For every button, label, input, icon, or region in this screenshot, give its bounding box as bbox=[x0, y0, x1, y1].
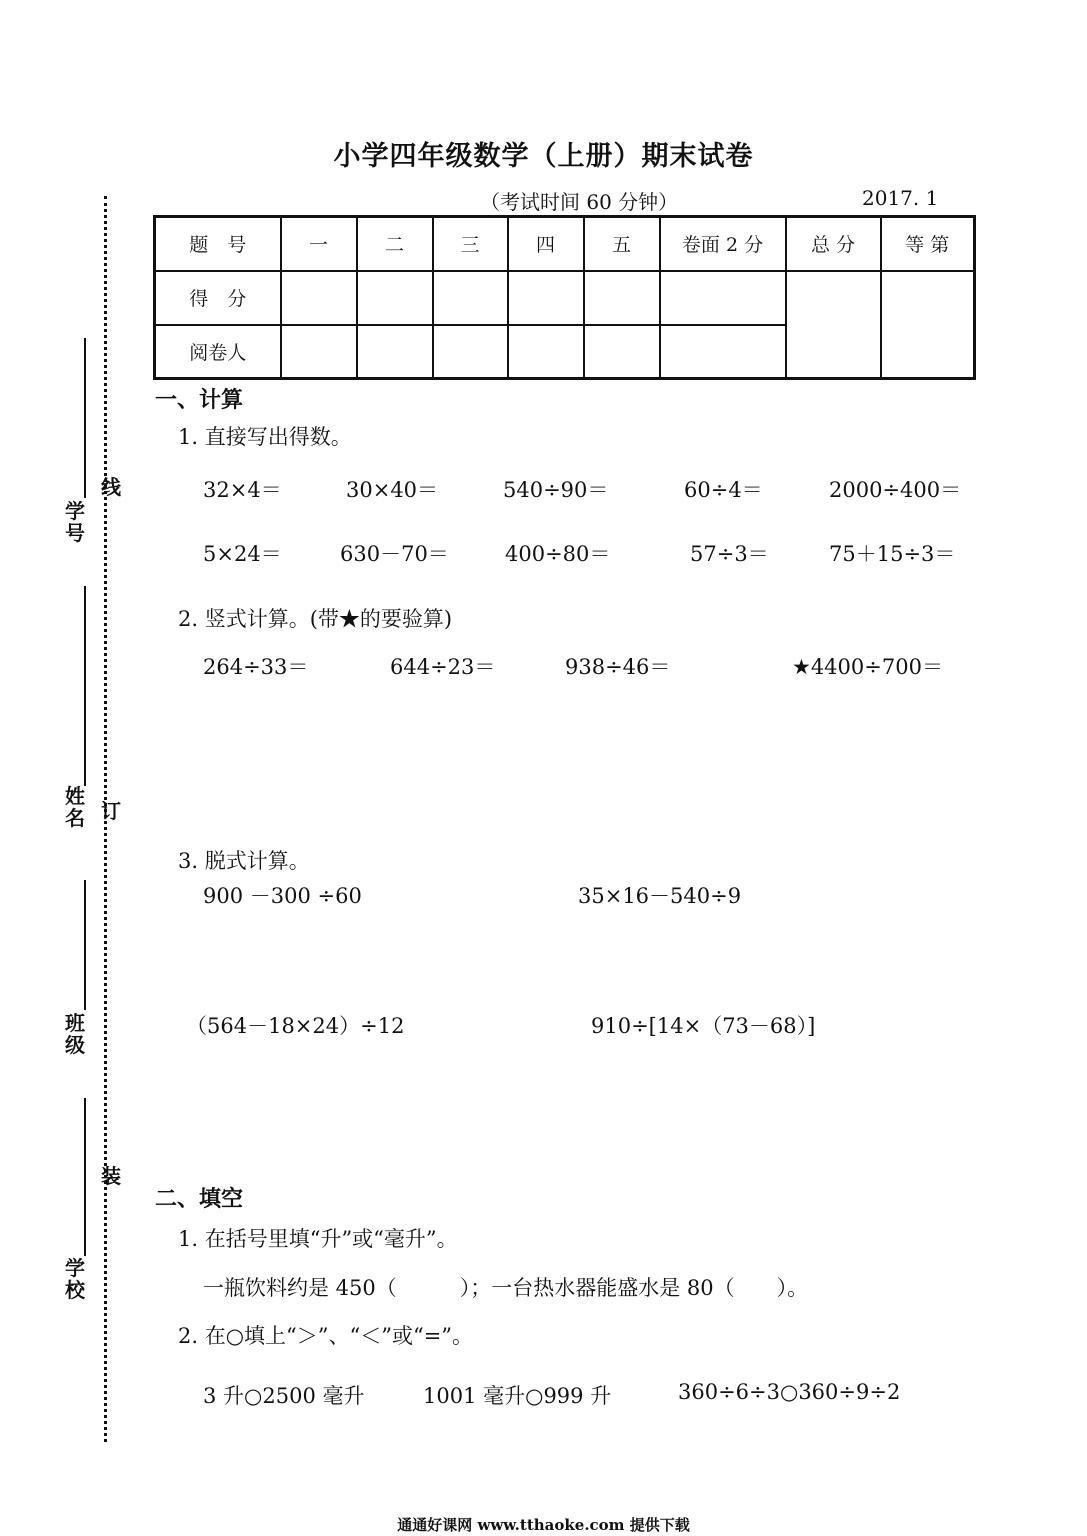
problem-expression: 644÷23＝ bbox=[390, 655, 496, 679]
table-row-label: 得 分 bbox=[155, 271, 281, 325]
grader-cell[interactable] bbox=[357, 325, 433, 379]
score-cell[interactable] bbox=[660, 271, 786, 325]
table-header-cell: 等 第 bbox=[881, 217, 975, 271]
problem-expression: 540÷90＝ bbox=[503, 478, 609, 502]
fill-in-sentence: 一瓶饮料约是 450（ ）；一台热水器能盛水是 80（ ）。 bbox=[203, 1276, 809, 1300]
question-title: 1. 直接写出得数。 bbox=[178, 425, 352, 449]
problem-expression: 2000÷400＝ bbox=[829, 478, 962, 502]
comparison-expression: 1001 毫升○999 升 bbox=[423, 1384, 612, 1408]
comparison-expression: 360÷6÷3○360÷9÷2 bbox=[678, 1380, 901, 1404]
table-header-cell: 题 号 bbox=[155, 217, 281, 271]
table-row-label: 阅卷人 bbox=[155, 325, 281, 379]
table-header-cell: 三 bbox=[433, 217, 508, 271]
problem-expression: （564－18×24）÷12 bbox=[186, 1014, 405, 1038]
student-id-field[interactable] bbox=[84, 338, 86, 498]
section-title: 一、计算 bbox=[155, 387, 244, 413]
binding-mark-staple: 订 bbox=[101, 799, 121, 823]
total-score-cell[interactable] bbox=[786, 271, 881, 379]
score-cell[interactable] bbox=[584, 271, 660, 325]
grader-cell[interactable] bbox=[660, 325, 786, 379]
score-cell[interactable] bbox=[433, 271, 508, 325]
problem-expression: 75＋15÷3＝ bbox=[829, 542, 956, 566]
problem-expression: 900 －300 ÷60 bbox=[203, 884, 362, 908]
score-cell[interactable] bbox=[508, 271, 584, 325]
table-header-cell: 卷面 2 分 bbox=[660, 217, 786, 271]
exam-duration: （考试时间 60 分钟） bbox=[480, 190, 679, 214]
grader-cell[interactable] bbox=[584, 325, 660, 379]
comparison-expression: 3 升○2500 毫升 bbox=[203, 1384, 365, 1408]
exam-date: 2017. 1 bbox=[862, 186, 939, 210]
question-title: 1. 在括号里填“升”或“毫升”。 bbox=[178, 1227, 458, 1251]
problem-expression: 60÷4＝ bbox=[684, 478, 763, 502]
table-header-cell: 四 bbox=[508, 217, 584, 271]
problem-expression: 910÷[14×（73－68）] bbox=[591, 1014, 816, 1038]
score-table bbox=[153, 215, 976, 380]
table-header-cell: 二 bbox=[357, 217, 433, 271]
table-row bbox=[155, 271, 975, 325]
student-name-label: 姓名 bbox=[65, 784, 85, 830]
problem-expression: 400÷80＝ bbox=[505, 542, 611, 566]
problem-expression: 938÷46＝ bbox=[565, 655, 671, 679]
question-title: 2. 在○填上“＞”、“＜”或“=”。 bbox=[178, 1324, 474, 1348]
class-label: 班级 bbox=[65, 1011, 85, 1057]
question-title: 3. 脱式计算。 bbox=[178, 849, 310, 873]
table-header-cell: 一 bbox=[281, 217, 357, 271]
problem-expression: 264÷33＝ bbox=[203, 655, 309, 679]
problem-expression: 630－70＝ bbox=[340, 542, 449, 566]
problem-expression: 30×40＝ bbox=[346, 478, 439, 502]
binding-mark-line: 线 bbox=[101, 475, 121, 499]
table-header-cell: 五 bbox=[584, 217, 660, 271]
grader-cell[interactable] bbox=[433, 325, 508, 379]
score-cell[interactable] bbox=[357, 271, 433, 325]
problem-expression: ★4400÷700＝ bbox=[792, 655, 943, 679]
page-footer: 通通好课网 www.tthaoke.com 提供下载 bbox=[397, 1516, 690, 1534]
grade-cell[interactable] bbox=[881, 271, 975, 379]
grader-cell[interactable] bbox=[281, 325, 357, 379]
question-title: 2. 竖式计算。(带★的要验算) bbox=[178, 607, 453, 631]
problem-expression: 5×24＝ bbox=[203, 542, 282, 566]
student-id-label: 学号 bbox=[65, 499, 85, 545]
score-cell[interactable] bbox=[281, 271, 357, 325]
school-label: 学校 bbox=[65, 1256, 85, 1302]
problem-expression: 35×16－540÷9 bbox=[578, 884, 742, 908]
problem-expression: 57÷3＝ bbox=[690, 542, 769, 566]
page-title: 小学四年级数学（上册）期末试卷 bbox=[333, 141, 754, 172]
table-header-row bbox=[155, 217, 975, 271]
problem-expression: 32×4＝ bbox=[203, 478, 282, 502]
student-name-field[interactable] bbox=[84, 586, 86, 786]
class-field[interactable] bbox=[84, 880, 86, 1010]
section-title: 二、填空 bbox=[155, 1186, 244, 1212]
table-header-cell: 总 分 bbox=[786, 217, 881, 271]
binding-mark-bind: 装 bbox=[101, 1164, 121, 1188]
school-field[interactable] bbox=[84, 1098, 86, 1256]
grader-cell[interactable] bbox=[508, 325, 584, 379]
